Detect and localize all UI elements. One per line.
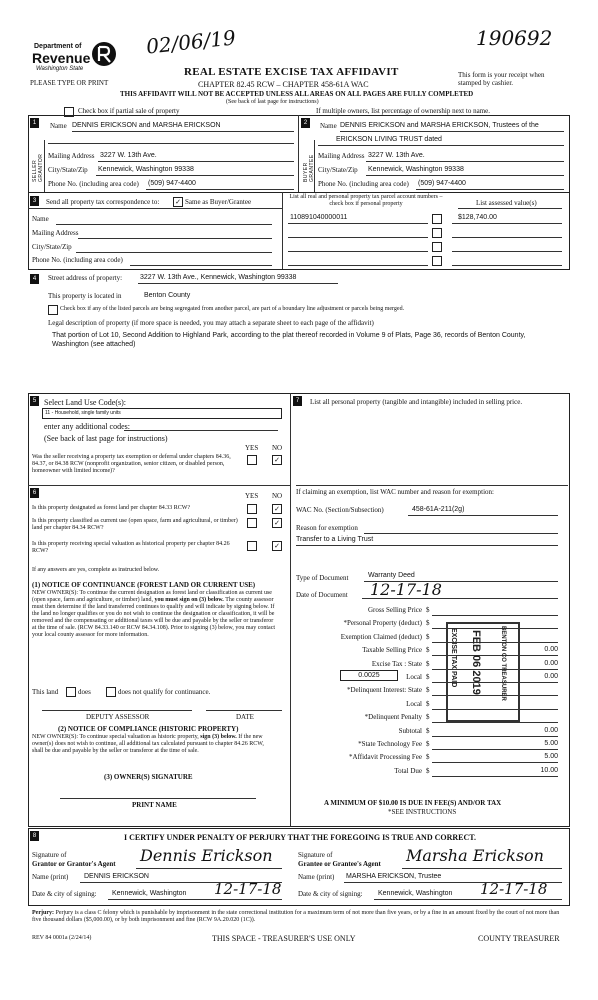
exemption-no-checkbox[interactable]: ✓	[272, 455, 282, 465]
dept-line1: Department of	[34, 43, 82, 50]
form-chapter: CHAPTER 82.45 RCW – CHAPTER 458-61A WAC	[198, 80, 369, 89]
fee-value: 0.00	[544, 726, 558, 734]
buyer-side-label: BUYER GRANTEE	[303, 154, 315, 182]
seller-side-label: SELLER GRANTOR	[32, 153, 44, 182]
section-1-number: 1	[30, 118, 39, 128]
grantor-city: Kennewick, Washington	[112, 890, 187, 897]
notice1-title: (1) NOTICE OF CONTINUANCE (FOREST LAND OR CURRENT USE)	[32, 581, 256, 589]
section-8-number: 8	[30, 831, 39, 841]
does-not-checkbox[interactable]	[106, 687, 116, 697]
fee-value: 10.00	[540, 766, 558, 774]
see-back-5: (See back of last page for instructions)	[44, 434, 168, 443]
form-title: REAL ESTATE EXCISE TAX AFFIDAVIT	[184, 66, 399, 78]
seller-phone-label: Phone No. (including area code)	[48, 180, 139, 188]
fee-value: 5.00	[544, 753, 558, 761]
fee-line	[432, 615, 558, 616]
fee-label: *State Technology Fee	[358, 740, 422, 748]
fee-label: *Personal Property (deduct)	[343, 619, 422, 628]
historic-yes-checkbox[interactable]	[247, 541, 257, 551]
grantee-sig-label2: Grantee or Grantee's Agent	[298, 860, 381, 868]
legal-description: That portion of Lot 10, Second Addition to Highland Park, according to the plat thereof recorded in Volume 9 of Plats, Page 36, records of Benton County, Washington (see attached)	[52, 332, 526, 348]
historic-no-checkbox[interactable]: ✓	[272, 541, 282, 551]
grantee-name-label: Name (print)	[298, 873, 335, 881]
grantee-date: 12-17-18	[480, 880, 548, 898]
buyer-phone-label: Phone No. (including area code)	[318, 180, 409, 188]
fee-dollar-sign: $	[426, 699, 430, 708]
certify-statement: I CERTIFY UNDER PENALTY OF PERJURY THAT THE FOREGOING IS TRUE AND CORRECT.	[124, 833, 477, 842]
exemption-reason: Transfer to a Living Trust	[296, 536, 374, 543]
section-7-number: 7	[293, 396, 302, 406]
grantor-date-label: Date & city of signing:	[32, 890, 97, 898]
handwritten-number: 190692	[476, 26, 553, 50]
fee-label: Taxable Selling Price	[362, 646, 422, 655]
parcel-number: 110891040000011	[290, 214, 348, 221]
assessed-value: $128,740.00	[458, 214, 497, 221]
fee-dollar-sign: $	[426, 766, 430, 775]
grantor-sig-label2: Grantor or Grantor's Agent	[32, 860, 116, 868]
fee-value: 5.00	[544, 740, 558, 747]
seller-city-label: City/State/Zip	[48, 166, 88, 174]
buyer-name-line1: DENNIS ERICKSON and MARSHA ERICKSON, Trustees of the	[340, 122, 539, 129]
fee-dollar-sign: $	[426, 713, 430, 722]
no-label-6: NO	[272, 492, 283, 500]
send-name-label: Name	[32, 215, 49, 223]
notice2-text-b: If the new owner(s) does not wish to continue, all additional tax calculated pursuant to chapter 84.26 RCW, shall be due and payable by the seller or transferor at the time of sale.	[32, 734, 264, 754]
fee-label: *Affidavit Processing Fee	[349, 753, 422, 762]
personal-property-label: List all personal property (tangible and intangible) included in selling price.	[310, 398, 523, 406]
doc-type: Warranty Deed	[368, 572, 415, 579]
fee-dollar-sign: $	[426, 619, 430, 628]
fee-dollar-sign: $	[426, 659, 430, 668]
located-in-label: This property is located in	[48, 292, 122, 300]
owner-signature-label: (3) OWNER(S) SIGNATURE	[104, 773, 193, 781]
fee-label: Local	[406, 673, 422, 681]
doc-type-label: Type of Document	[296, 574, 349, 582]
forest-yes-checkbox[interactable]	[247, 504, 257, 514]
fee-dollar-sign: $	[426, 632, 430, 641]
doc-date-label: Date of Document	[296, 591, 348, 599]
dept-line2: Revenue	[32, 50, 91, 66]
fee-value: 0.00	[544, 659, 558, 667]
rev-number: REV 84 0001a (2/24/14)	[32, 935, 92, 941]
forest-question: Is this property designated as forest land per chapter 84.33 RCW?	[32, 505, 191, 511]
receipt-note: This form is your receipt when stamped by cashier.	[458, 71, 545, 87]
seller-name: DENNIS ERICKSON and MARSHA ERICKSON	[72, 122, 221, 129]
notice1-text-a: NEW OWNER(S): To continue the current designation as forest land or classification as current use (open space, farm and agriculture, or timber) land,	[32, 590, 272, 603]
current-use-no-checkbox[interactable]: ✓	[272, 518, 282, 528]
seller-phone: (509) 947-4400	[148, 180, 196, 187]
perjury-text: Perjury is a class C felony which is punishable by imprisonment in the state correctional institution for a maximum term of not more than five years, or by a fine in an amount fixed by the court of not more than five thousand dollars ($5,000.00), or by both imprisonment and fine (RCW 9A.20.020 (1C)).	[32, 910, 560, 923]
buyer-city-label: City/State/Zip	[318, 166, 358, 174]
land-use-code-field[interactable]: 11 - Household, single family units	[42, 408, 282, 419]
buyer-mailing-label: Mailing Address	[318, 152, 365, 160]
stamp-line1: EXCISE TAX PAID	[450, 628, 457, 688]
fee-dollar-sign: $	[426, 740, 430, 748]
doc-date: 12-17-18	[370, 580, 442, 599]
fee-line	[432, 722, 558, 723]
minimum-note: A MINIMUM OF $10.00 IS DUE IN FEE(S) AND/OR TAX	[324, 799, 502, 807]
section-2-number: 2	[301, 118, 310, 128]
section-6-number: 6	[30, 488, 39, 498]
grantee-signature: Marsha Erickson	[406, 846, 544, 865]
this-land-label: This land	[32, 688, 59, 696]
segregated-label: Check box if any of the listed parcels are being segregated from another parcel, are part of a boundary line adjustment or parcels being merged.	[60, 306, 405, 312]
section-3-number: 3	[30, 196, 39, 206]
grantor-sig-label1: Signature of	[32, 851, 67, 859]
fee-label: Local	[406, 699, 422, 708]
same-as-buyer-label: Same as Buyer/Grantee	[185, 198, 252, 206]
fee-value: 0.00	[544, 646, 558, 654]
partial-sale-label: Check box if partial sale of property	[78, 107, 180, 115]
please-type: PLEASE TYPE OR PRINT	[30, 79, 109, 87]
county: Benton County	[144, 292, 191, 299]
fee-dollar-sign: $	[426, 726, 430, 735]
stamp-line2: FEB 06 2019	[470, 630, 482, 695]
exemption-question: Was the seller receiving a property tax exemption or deferral under chapters 84.36, 84.37, or 84.38 RCW (nonprofit organization, senior citizen, or disabled person, homeowner with limited income)?	[32, 454, 231, 474]
fee-label: Exemption Claimed (deduct)	[340, 632, 422, 641]
grantee-sig-label1: Signature of	[298, 851, 333, 859]
buyer-phone: (509) 947-4400	[418, 180, 466, 187]
county-treasurer-label: COUNTY TREASURER	[478, 934, 560, 943]
segregated-checkbox[interactable]	[48, 305, 58, 315]
buyer-name-label: Name	[320, 122, 337, 130]
fee-line	[432, 776, 558, 777]
multiple-owners-note: If multiple owners, list percentage of ownership next to name.	[316, 107, 490, 115]
deputy-date-label: DATE	[236, 713, 254, 721]
buyer-name-line2: ERICKSON LIVING TRUST dated	[336, 136, 442, 143]
treasurer-space-label: THIS SPACE - TREASURER'S USE ONLY	[212, 934, 356, 943]
fee-dollar-sign: $	[426, 686, 430, 695]
grantor-name-label: Name (print)	[32, 873, 69, 881]
does-not-label: does not qualify for continuance.	[118, 688, 211, 696]
parcel-3-personal-checkbox[interactable]	[432, 242, 442, 252]
parcel-header: List all real and personal property tax parcel account numbers – check box if personal property	[289, 194, 443, 207]
street-address: 3227 W. 13th Ave., Kennewick, Washington 99338	[140, 274, 297, 281]
see-back-header: (See back of last page for instructions)	[226, 99, 319, 105]
fee-label: Total Due	[394, 766, 422, 775]
send-mailing-label: Mailing Address	[32, 229, 79, 237]
fee-dollar-sign: $	[426, 646, 430, 655]
yes-label-6: YES	[245, 492, 259, 500]
any-answers-note: If any answers are yes, complete as instructed below.	[32, 567, 160, 573]
does-label: does	[78, 688, 91, 696]
fee-dollar-sign: $	[426, 753, 430, 762]
historic-question: Is this property receiving special valuation as historical property per chapter 84.26 RCW?	[32, 541, 230, 554]
dept-line3: Washington State	[36, 66, 84, 72]
grantee-date-label: Date & city of signing:	[298, 890, 363, 898]
send-city-label: City/State/Zip	[32, 243, 72, 251]
seller-city: Kennewick, Washington 99338	[98, 166, 194, 173]
excise-tax-paid-stamp	[446, 622, 520, 722]
exemption-claim-label: If claiming an exemption, list WAC number and reason for exemption:	[296, 488, 494, 496]
buyer-mailing: 3227 W. 13th Ave.	[368, 152, 425, 159]
perjury-bold: Perjury:	[32, 910, 54, 916]
seller-mailing: 3227 W. 13th Ave.	[100, 152, 157, 159]
fee-label: *Delinquent Interest: State	[346, 686, 422, 695]
grantor-name: DENNIS ERICKSON	[84, 873, 149, 880]
reason-label: Reason for exemption	[296, 524, 358, 532]
grantee-name: MARSHA ERICKSON, Trustee	[346, 873, 442, 880]
seller-mailing-label: Mailing Address	[48, 152, 95, 160]
section-5-number: 5	[30, 396, 39, 406]
stamp-line3: BENTON CO TREASURER	[500, 626, 506, 701]
send-phone-label: Phone No. (including area code)	[32, 256, 123, 264]
buyer-city: Kennewick, Washington 99338	[368, 166, 464, 173]
parcel-2-personal-checkbox[interactable]	[432, 228, 442, 238]
seller-name-label: Name	[50, 122, 67, 130]
parcel-1-personal-checkbox[interactable]	[432, 214, 442, 224]
additional-codes-label: enter any additional codes:	[44, 422, 130, 431]
street-label: Street address of property:	[48, 274, 123, 282]
notice1-text-b: The county assessor must then determine if the land transferred continues to qualify and will indicate by signing below. If the land no longer qualifies or you do not wish to continue the designation or classification, it will be removed and the compensating or additional taxes will be due and payable by the seller or transferor at the time of sale. (RCW 84.33.140 or RCW 84.34.108). Prior to signing (3) below, you may contact your local county assessor for more information.	[32, 597, 276, 638]
fee-label: Gross Selling Price	[367, 606, 422, 614]
assessed-header: List assessed value(s)	[476, 199, 537, 207]
yes-label-5: YES	[245, 444, 259, 452]
department-logo	[30, 40, 130, 76]
parcel-4-personal-checkbox[interactable]	[432, 256, 442, 266]
wac-number: 458-61A-211(2g)	[412, 506, 465, 513]
grantee-city: Kennewick, Washington	[378, 890, 453, 897]
fee-label: *Delinquent Penalty	[364, 713, 422, 722]
select-land-use-label: Select Land Use Code(s):	[44, 398, 126, 407]
does-checkbox[interactable]	[66, 687, 76, 697]
notice2-title: (2) NOTICE OF COMPLIANCE (HISTORIC PROPERTY)	[58, 725, 239, 733]
fee-dollar-sign: $	[426, 606, 430, 614]
fee-line	[432, 736, 558, 737]
send-correspondence-label: Send all property tax correspondence to:	[46, 198, 160, 206]
grantor-date: 12-17-18	[214, 880, 282, 898]
form-warning: THIS AFFIDAVIT WILL NOT BE ACCEPTED UNLESS ALL AREAS ON ALL PAGES ARE FULLY COMPLETED	[120, 90, 474, 98]
section-4-number: 4	[30, 274, 39, 284]
see-instructions: *SEE INSTRUCTIONS	[388, 808, 457, 816]
fee-label: Excise Tax : State	[371, 659, 422, 668]
fee-value: 0.00	[544, 673, 558, 680]
deputy-assessor-label: DEPUTY ASSESSOR	[86, 713, 150, 721]
wac-label: WAC No. (Section/Subsection)	[296, 506, 384, 514]
handwritten-date: 02/06/19	[144, 25, 237, 59]
notice2-bold: sign (3) below.	[200, 734, 237, 740]
current-use-question: Is this property classified as current use (open space, farm and agricultural, or timber) land per chapter 84.34 RCW?	[32, 518, 238, 531]
no-label-5: NO	[272, 444, 283, 452]
fee-table	[296, 606, 560, 782]
same-as-buyer-checkbox[interactable]: ✓	[173, 197, 183, 207]
notice2-text-a: NEW OWNER(S): To continue special valuation as historic property,	[32, 734, 199, 740]
fee-label: Subtotal	[398, 726, 422, 735]
fee-dollar-sign: $	[426, 673, 430, 681]
local-rate-field[interactable]: 0.0025	[340, 670, 398, 681]
fee-line	[432, 749, 558, 750]
grantor-signature: Dennis Erickson	[140, 846, 273, 865]
forest-no-checkbox[interactable]: ✓	[272, 504, 282, 514]
legal-description-label: Legal description of property (if more space is needed, you may attach a separate sheet to each page of the affidavit)	[48, 319, 374, 327]
notice1-bold: you must sign on (3) below.	[154, 597, 224, 603]
notice2-text	[32, 734, 276, 755]
exemption-yes-checkbox[interactable]	[247, 455, 257, 465]
revenue-logo-icon	[90, 40, 118, 68]
fee-line	[432, 762, 558, 763]
print-name-label: PRINT NAME	[132, 801, 177, 809]
perjury-notice	[32, 910, 562, 924]
current-use-yes-checkbox[interactable]	[247, 518, 257, 528]
notice1-text	[32, 590, 276, 639]
